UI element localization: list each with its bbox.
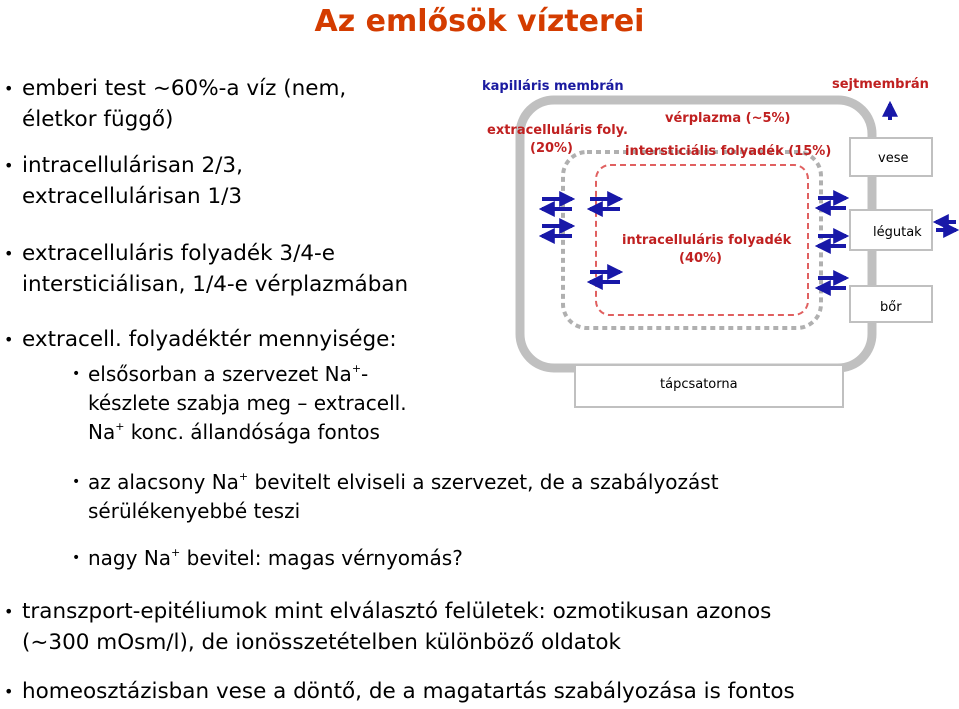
label-kidney: vese	[878, 151, 909, 166]
bullet-line: homeosztázisban vese a döntő, de a magatartás szabályozása is fontos	[22, 679, 795, 704]
slide-title: Az emlősök vízterei	[314, 4, 645, 39]
label-capillary-membrane: kapilláris membrán	[482, 79, 624, 94]
label-extracellular: extracelluláris foly.	[487, 123, 628, 138]
bullet-line: készlete szabja meg – extracell.	[88, 391, 407, 415]
label-intracellular-percent: (40%)	[679, 251, 722, 266]
label-plasma: vérplazma (~5%)	[665, 111, 791, 126]
bullet-dot: •	[72, 474, 81, 490]
bullet-line: nagy Na+ bevitel: magas vérnyomás?	[88, 546, 463, 570]
bullet-line: (~300 mOsm/l), de ionösszetételben különböző oldatok	[22, 630, 621, 655]
label-skin: bőr	[880, 300, 902, 315]
label-intracellular: intracelluláris folyadék	[622, 233, 792, 248]
bullet-line: extracelluláris folyadék 3/4-e	[22, 241, 335, 266]
label-interstitial: intersticiális folyadék (15%)	[625, 144, 832, 159]
label-airways: légutak	[873, 225, 922, 240]
bullet-dot: •	[4, 244, 14, 263]
bullet-line: extracellulárisan 1/3	[22, 184, 243, 209]
bullet-dot: •	[72, 366, 81, 382]
bullet-line: elsősorban a szervezet Na+-	[88, 362, 369, 386]
bullet-line: extracell. folyadéktér mennyisége:	[22, 327, 397, 352]
bullet-line: transzport-epitéliumok mint elválasztó felületek: ozmotikusan azonos	[22, 599, 772, 624]
bullet-dot: •	[4, 156, 14, 175]
label-extracellular-percent: (20%)	[530, 141, 573, 156]
bullet-line: emberi test ~60%-a víz (nem,	[22, 76, 347, 101]
bullet-line: intracellulárisan 2/3,	[22, 153, 243, 178]
bullet-dot: •	[4, 330, 14, 349]
label-cell-membrane: sejtmembrán	[832, 77, 929, 92]
bullet-line: életkor függő)	[22, 107, 174, 132]
bullet-dot: •	[4, 682, 14, 701]
bullet-dot: •	[72, 550, 81, 566]
bullet-line: az alacsony Na+ bevitelt elviseli a szervezet, de a szabályozást	[88, 470, 719, 494]
bullet-line: intersticiálisan, 1/4-e vérplazmában	[22, 272, 409, 297]
bullet-line: Na+ konc. állandósága fontos	[88, 420, 380, 444]
bullet-dot: •	[4, 602, 14, 621]
bullet-dot: •	[4, 79, 14, 98]
label-gut: tápcsatorna	[660, 377, 738, 392]
bullet-line: sérülékenyebbé teszi	[88, 499, 301, 523]
